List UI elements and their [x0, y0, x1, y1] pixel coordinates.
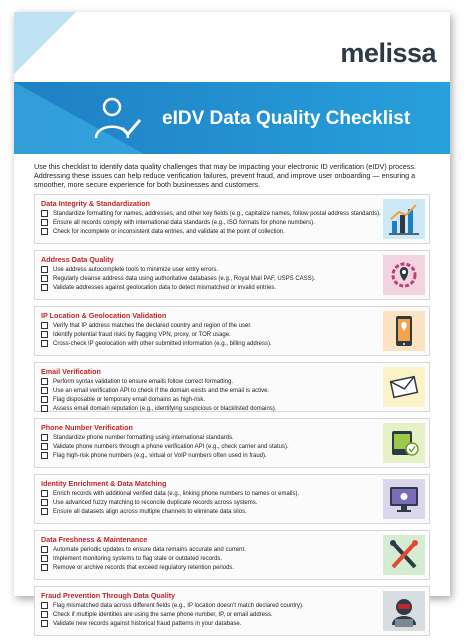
checklist-item — [41, 451, 373, 460]
checkbox[interactable] — [41, 405, 48, 412]
checklist-item-text: Use address autocomplete tools to minimize user entry errors. — [53, 266, 219, 273]
checklist-item — [41, 395, 373, 404]
checklist-items — [41, 265, 373, 292]
checklist-item — [41, 321, 373, 330]
checklist-item-text: Assess email domain reputation (e.g., identifying suspicious or blacklisted domains). — [53, 405, 277, 412]
checklist-item — [41, 563, 373, 572]
checklist-item — [41, 442, 373, 451]
phone-check-icon — [383, 423, 425, 463]
checkbox[interactable] — [41, 555, 48, 562]
checklist-sections — [34, 194, 430, 642]
section-title: Address Data Quality — [41, 255, 114, 264]
map-pin-gear-icon — [383, 255, 425, 295]
checklist-item — [41, 274, 373, 283]
checkbox[interactable] — [41, 228, 48, 235]
checkbox[interactable] — [41, 508, 48, 515]
checkbox[interactable] — [41, 331, 48, 338]
checklist-item — [41, 283, 373, 292]
checklist-item — [41, 227, 373, 236]
checklist-section — [34, 586, 430, 636]
section-title: Identity Enrichment & Data Matching — [41, 479, 167, 488]
checklist-item — [41, 601, 373, 610]
checklist-item-text: Cross-check IP geolocation with other submitted information (e.g., billing address). — [53, 340, 272, 347]
checkbox[interactable] — [41, 378, 48, 385]
checkbox[interactable] — [41, 611, 48, 618]
checklist-items — [41, 321, 373, 348]
tools-icon — [383, 535, 425, 575]
section-title: Email Verification — [41, 367, 101, 376]
checkbox[interactable] — [41, 322, 48, 329]
checkbox[interactable] — [41, 452, 48, 459]
checkbox[interactable] — [41, 443, 48, 450]
section-title: Data Integrity & Standardization — [41, 199, 151, 208]
checklist-section — [34, 418, 430, 468]
checklist-item — [41, 265, 373, 274]
checkbox[interactable] — [41, 620, 48, 627]
checklist-item-text: Standardize formatting for names, addresses, and other key fields (e.g., capitalize names, follow postal address standards). — [53, 210, 381, 217]
melissa-logo: melissa — [340, 38, 436, 68]
checklist-page — [14, 12, 450, 627]
checklist-item — [41, 377, 373, 386]
checklist-section — [34, 250, 430, 300]
checklist-item-text: Use an email verification API to check if the domain exists and the email is active. — [53, 387, 270, 394]
checkbox[interactable] — [41, 340, 48, 347]
checkbox[interactable] — [41, 499, 48, 506]
hacker-icon — [383, 591, 425, 631]
section-title: Phone Number Verification — [41, 423, 133, 432]
checklist-item-text: Ensure all datasets align across multiple channels to eliminate data silos. — [53, 508, 247, 515]
checklist-item-text: Check for incomplete or inconsistent data entries, and validate at the point of collection. — [53, 228, 285, 235]
checklist-item — [41, 386, 373, 395]
section-title: Fraud Prevention Through Data Quality — [41, 591, 176, 600]
checkbox[interactable] — [41, 284, 48, 291]
checklist-item — [41, 404, 373, 413]
page-title: eIDV Data Quality Checklist — [162, 108, 411, 129]
email-envelope-icon — [383, 367, 425, 407]
checkbox[interactable] — [41, 564, 48, 571]
checklist-items — [41, 601, 373, 628]
checkbox[interactable] — [41, 602, 48, 609]
checkbox[interactable] — [41, 396, 48, 403]
checklist-item-text: Implement monitoring systems to flag stale or outdated records. — [53, 555, 223, 562]
checklist-item-text: Standardize phone number formatting using international standards. — [53, 434, 234, 441]
checklist-item-text: Regularly cleanse address data using authoritative databases (e.g., Royal Mail PAF, USPS CASS). — [53, 275, 316, 282]
checklist-item — [41, 554, 373, 563]
checklist-item — [41, 339, 373, 348]
checklist-item-text: Validate addresses against geolocation data to detect mismatched or invalid entries. — [53, 284, 277, 291]
checklist-item — [41, 610, 373, 619]
checklist-item — [41, 619, 373, 628]
checklist-item-text: Validate phone numbers through a phone verification API (e.g., check carrier and status). — [53, 443, 289, 450]
checklist-item — [41, 498, 373, 507]
checklist-section — [34, 530, 430, 580]
checklist-item — [41, 545, 373, 554]
chart-bars-icon — [383, 199, 425, 239]
corner-fold — [14, 12, 76, 74]
checkbox[interactable] — [41, 219, 48, 226]
checklist-item — [41, 433, 373, 442]
checkbox[interactable] — [41, 490, 48, 497]
checklist-item-text: Verify that IP address matches the declared country and region of the user. — [53, 322, 252, 329]
checklist-item — [41, 218, 373, 227]
checklist-items — [41, 489, 373, 516]
checklist-item-text: Automate periodic updates to ensure data remains accurate and current. — [53, 546, 246, 553]
checklist-item-text: Use advanced fuzzy matching to reconcile duplicate records across systems. — [53, 499, 258, 506]
checkbox[interactable] — [41, 275, 48, 282]
checklist-item-text: Ensure all records comply with international data standards (e.g., ISO formats for phone numbers). — [53, 219, 315, 226]
user-check-icon — [90, 90, 146, 146]
checkbox[interactable] — [41, 387, 48, 394]
checklist-item-text: Validate new records against historical fraud patterns in your database. — [53, 620, 242, 627]
checklist-item-text: Perform syntax validation to ensure emails follow correct formatting. — [53, 378, 234, 385]
monitor-data-icon — [383, 479, 425, 519]
checklist-item-text: Enrich records with additional verified data (e.g., linking phone numbers to names or emails). — [53, 490, 300, 497]
checklist-section — [34, 362, 430, 412]
checklist-section — [34, 194, 430, 244]
checklist-item — [41, 489, 373, 498]
checklist-item — [41, 330, 373, 339]
checkbox[interactable] — [41, 434, 48, 441]
checklist-section — [34, 306, 430, 356]
checklist-items — [41, 433, 373, 460]
checklist-items — [41, 545, 373, 572]
checklist-item — [41, 507, 373, 516]
checklist-item-text: Flag disposable or temporary email domains as high-risk. — [53, 396, 206, 403]
checkbox[interactable] — [41, 210, 48, 217]
checklist-item-text: Flag high-risk phone numbers (e.g., virtual or VoIP numbers often used in fraud). — [53, 452, 267, 459]
section-title: Data Freshness & Maintenance — [41, 535, 148, 544]
phone-location-icon — [383, 311, 425, 351]
checklist-items — [41, 377, 373, 413]
checklist-section — [34, 474, 430, 524]
section-title: IP Location & Geolocation Validation — [41, 311, 167, 320]
intro-paragraph: Use this checklist to identify data quality challenges that may be impacting your electronic ID verification (eIDV) process. Addressing these issues can help reduce verification failures, prevent fraud, and improve user onboarding — ensuring a smoother, more secure experience for both businesses and customers. — [34, 162, 416, 189]
checklist-items — [41, 209, 381, 236]
checklist-item-text: Flag mismatched data across different fields (e.g., IP location doesn't match declared country). — [53, 602, 304, 609]
checkbox[interactable] — [41, 266, 48, 273]
checklist-item-text: Check if multiple identities are using the same phone number, IP, or email address. — [53, 611, 273, 618]
checklist-item-text: Remove or archive records that exceed regulatory retention periods. — [53, 564, 235, 571]
checkbox[interactable] — [41, 546, 48, 553]
checklist-item — [41, 209, 381, 218]
checklist-item-text: Identify potential fraud risks by flagging VPN, proxy, or TOR usage. — [53, 331, 231, 338]
